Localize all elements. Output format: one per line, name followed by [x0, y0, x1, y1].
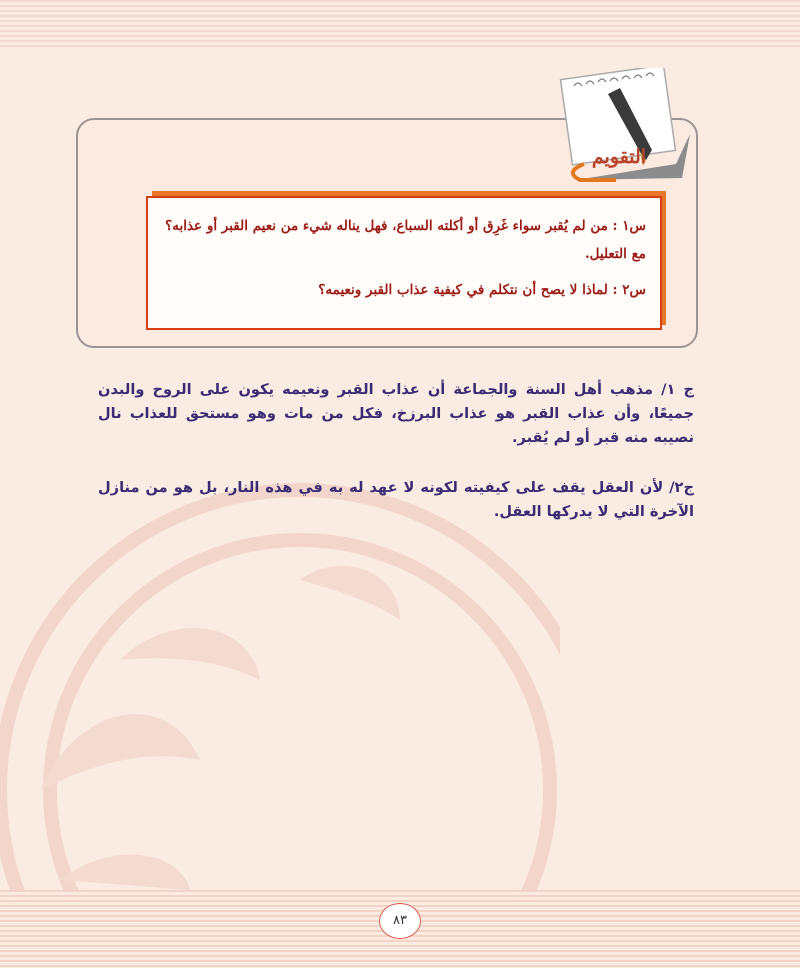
evaluation-badge-label: التقويم: [591, 146, 647, 168]
floral-watermark-icon: [0, 460, 560, 900]
answer-1: ج ١/ مذهب أهل السنة والجماعة أن عذاب القبر ونعيمه يكون على الروح والبدن جميعًا، وأن عذاب القبر هو عذاب البرزخ، فكل من مات وهو مستحق للعذاب نال نصيبه منه قبر أو لم يُقبر.: [98, 381, 694, 446]
answers-section: [98, 378, 694, 524]
notebook-pen-icon: [556, 68, 690, 186]
question-1: س١ : من لم يُقبر سواء غَرِق أو أكلته السباع، فهل يناله شيء من نعيم القبر أو عذابه؟ مع التعليل.: [165, 218, 646, 262]
question-box: [146, 196, 662, 330]
top-stripes-decoration: [0, 0, 800, 48]
page-number: ٨٣: [379, 903, 421, 939]
answer-2: ج٢/ لأن العقل يقف على كيفيته لكونه لا عهد له به في هذه النار، بل هو من منازل الآخرة التي لا يدركها العقل.: [98, 479, 694, 520]
question-2: س٢ : لماذا لا يصح أن نتكلم في كيفية عذاب القبر ونعيمه؟: [318, 282, 646, 298]
